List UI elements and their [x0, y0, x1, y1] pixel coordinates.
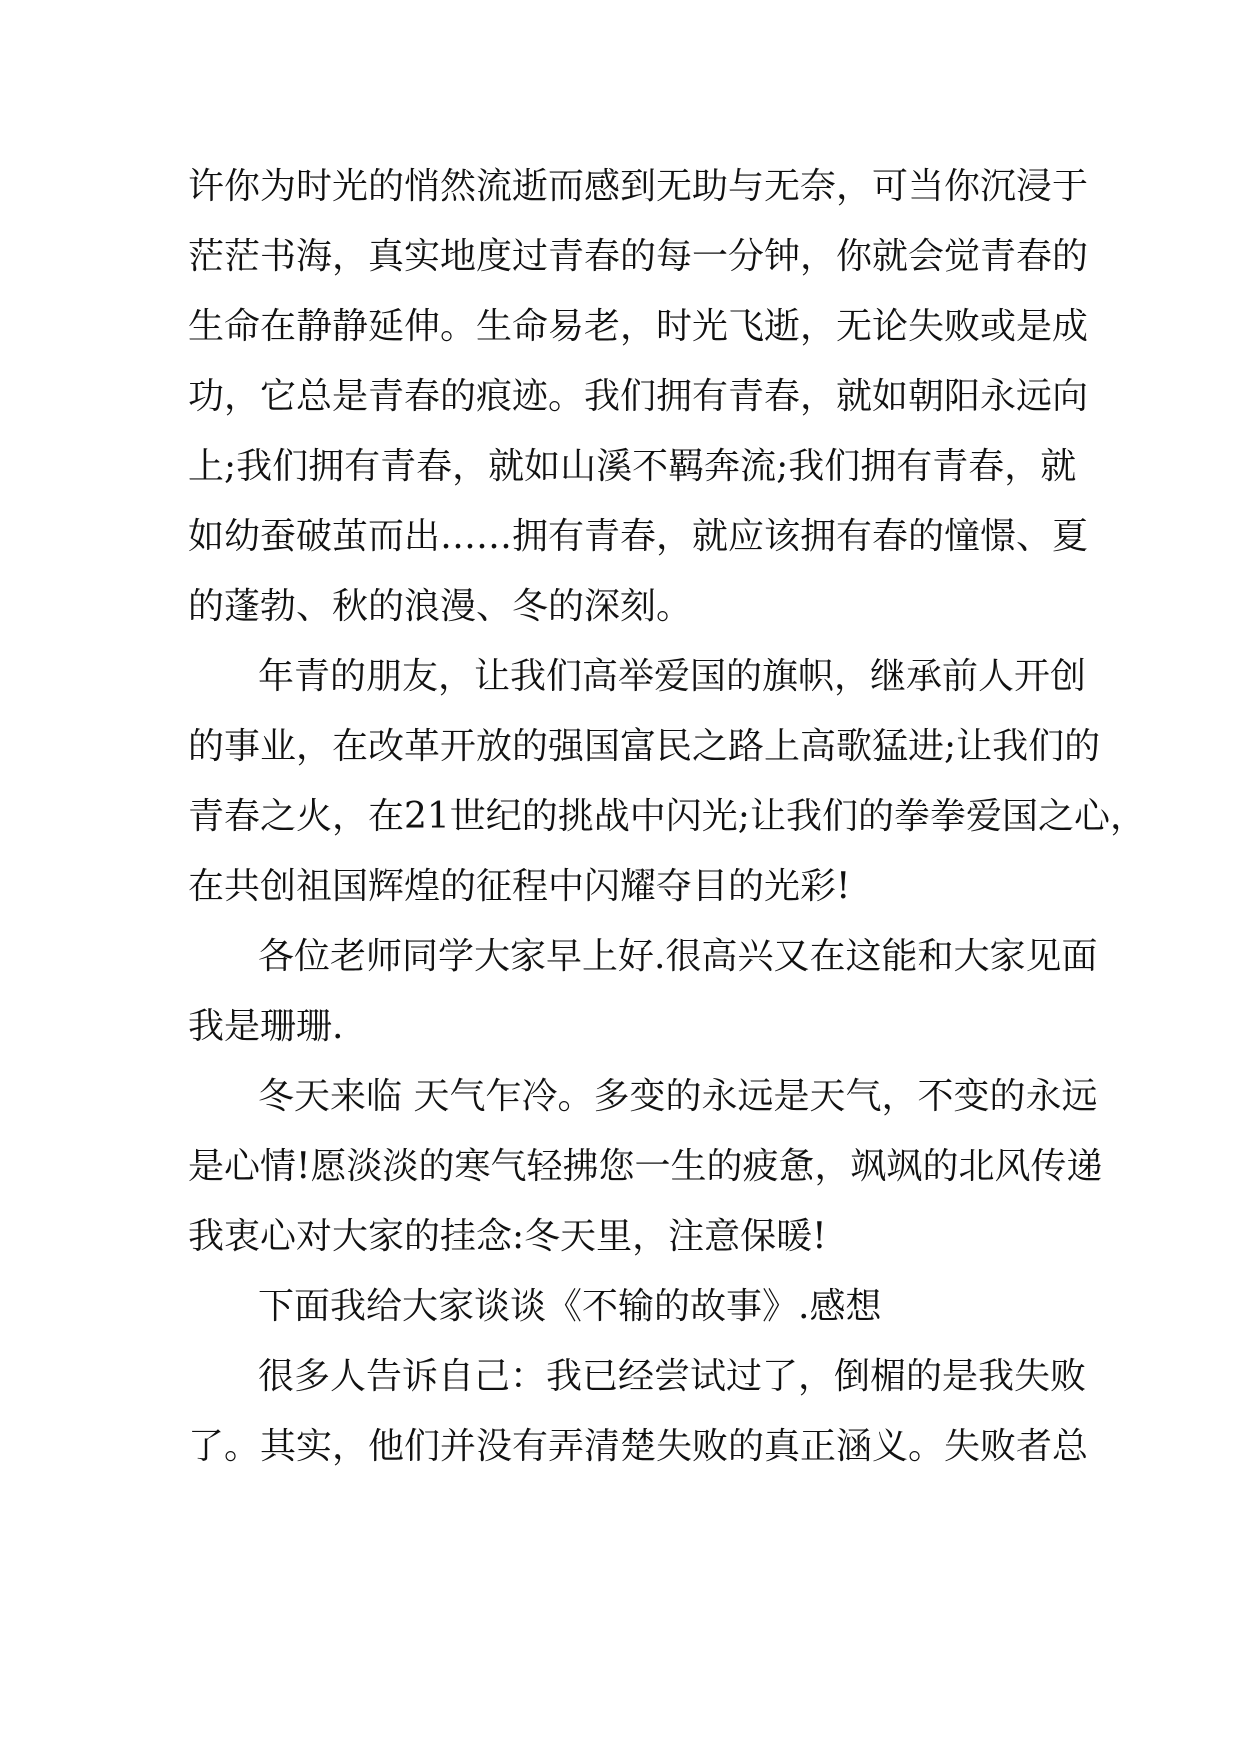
paragraph-first-line: 年青的朋友，让我们高举爱国的旗帜，继承前人开创 — [258, 656, 1087, 697]
text-line: 生命在静静延伸。生命易老，时光飞逝，无论失败或是成 — [188, 306, 1089, 347]
text-line: 如幼蚕破茧而出……拥有青春，就应该拥有春的憧憬、夏 — [188, 516, 1089, 557]
paragraph-first-line: 各位老师同学大家早上好.很高兴又在这能和大家见面 — [258, 936, 1098, 977]
text-line: 青春之火，在21世纪的挑战中闪光;让我们的拳拳爱国之心， — [188, 796, 1146, 837]
text-line: 的事业，在改革开放的强国富民之路上高歌猛进;让我们的 — [188, 726, 1101, 767]
text-line: 上;我们拥有青春，就如山溪不羁奔流;我们拥有青春，就 — [188, 446, 1077, 487]
text-line: 了。其实，他们并没有弄清楚失败的真正涵义。失败者总 — [188, 1426, 1089, 1467]
paragraph-first-line: 很多人告诉自己：我已经尝试过了，倒楣的是我失败 — [258, 1356, 1087, 1397]
paragraph-first-line: 冬天来临 天气乍冷。多变的永远是天气，不变的永远 — [258, 1076, 1098, 1117]
text-line: 茫茫书海，真实地度过青春的每一分钟，你就会觉青春的 — [188, 236, 1089, 277]
paragraph-first-line: 下面我给大家谈谈《不输的故事》.感想 — [258, 1286, 882, 1327]
text-line: 是心情!愿淡淡的寒气轻拂您一生的疲惫，飒飒的北风传递 — [188, 1146, 1103, 1187]
text-line: 的蓬勃、秋的浪漫、冬的深刻。 — [188, 586, 693, 627]
text-line: 许你为时光的悄然流逝而感到无助与无奈，可当你沉浸于 — [188, 166, 1089, 207]
text-line: 我衷心对大家的挂念:冬天里，注意保暖! — [188, 1216, 827, 1257]
text-line: 在共创祖国辉煌的征程中闪耀夺目的光彩! — [188, 866, 851, 907]
text-line: 我是珊珊. — [188, 1006, 344, 1047]
text-line: 功，它总是青春的痕迹。我们拥有青春，就如朝阳永远向 — [188, 376, 1089, 417]
